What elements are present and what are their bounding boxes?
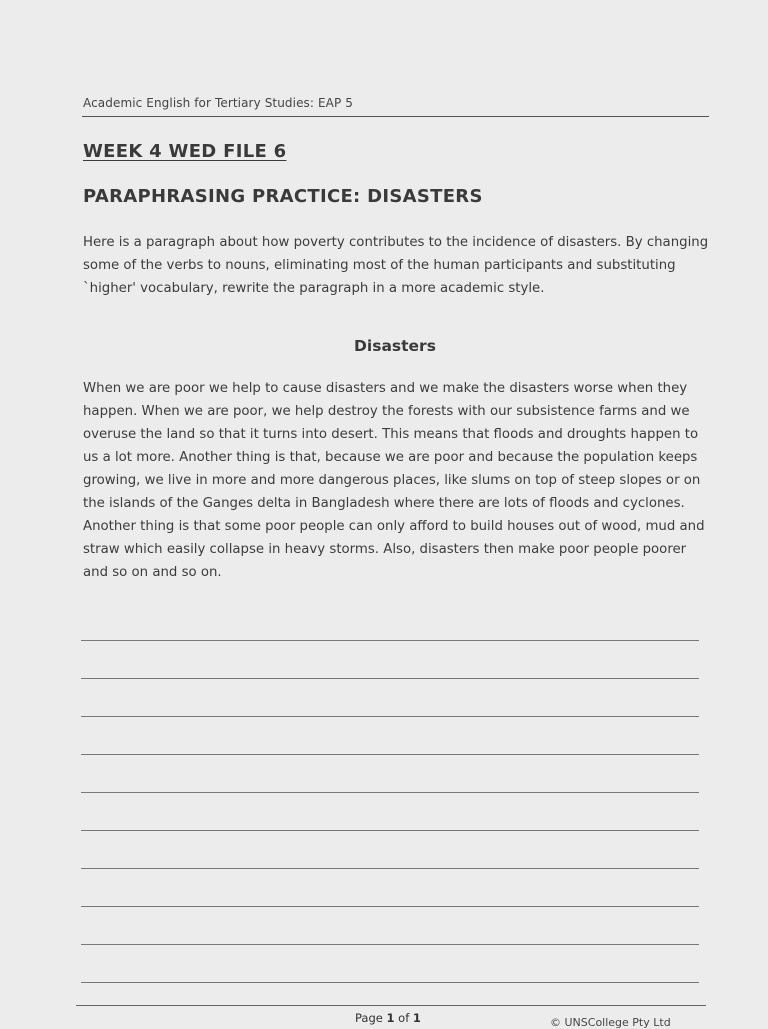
week-title: WEEK 4 WED FILE 6	[83, 141, 287, 162]
page-current: 1	[386, 1011, 395, 1025]
answer-line	[81, 640, 699, 641]
page-number	[355, 1011, 421, 1025]
page-total: 1	[412, 1011, 421, 1025]
page-prefix: Page	[355, 1011, 387, 1025]
section-title: PARAPHRASING PRACTICE: DISASTERS	[83, 186, 483, 207]
copyright-notice: © UNSCollege Pty Ltd	[550, 1016, 671, 1029]
answer-line	[81, 716, 699, 717]
answer-line	[81, 754, 699, 755]
answer-line	[81, 792, 699, 793]
instructions-paragraph: Here is a paragraph about how poverty contributes to the incidence of disasters. By changing some of the verbs to nouns, eliminating most of the human participants and substituting `higher' vocabulary, rewrite the paragraph in a more academic style.	[83, 235, 709, 296]
page-of: of	[394, 1011, 413, 1025]
header-divider	[82, 116, 709, 117]
footer-divider	[76, 1005, 706, 1006]
answer-line	[81, 982, 699, 983]
answer-line	[81, 678, 699, 679]
answer-line	[81, 830, 699, 831]
running-header: Academic English for Tertiary Studies: EAP 5	[83, 96, 353, 110]
passage-paragraph: When we are poor we help to cause disasters and we make the disasters worse when they happen. When we are poor, we help destroy the forests with our subsistence farms and we overuse the land so that it turns into desert. This means that floods and droughts happen to us a lot more. Another thing is that, because we are poor and because the population keeps growing, we live in more and more dangerous places, like slums on top of steep slopes or on the islands of the Ganges delta in Bangladesh where there are lots of floods and cyclones. Another thing is that some poor people can only afford to build houses out of wood, mud and straw which easily collapse in heavy storms. Also, disasters then make poor people poorer and so on and so on.	[83, 381, 705, 580]
answer-line	[81, 944, 699, 945]
answer-line	[81, 906, 699, 907]
answer-line	[81, 868, 699, 869]
passage-heading: Disasters	[354, 337, 436, 355]
